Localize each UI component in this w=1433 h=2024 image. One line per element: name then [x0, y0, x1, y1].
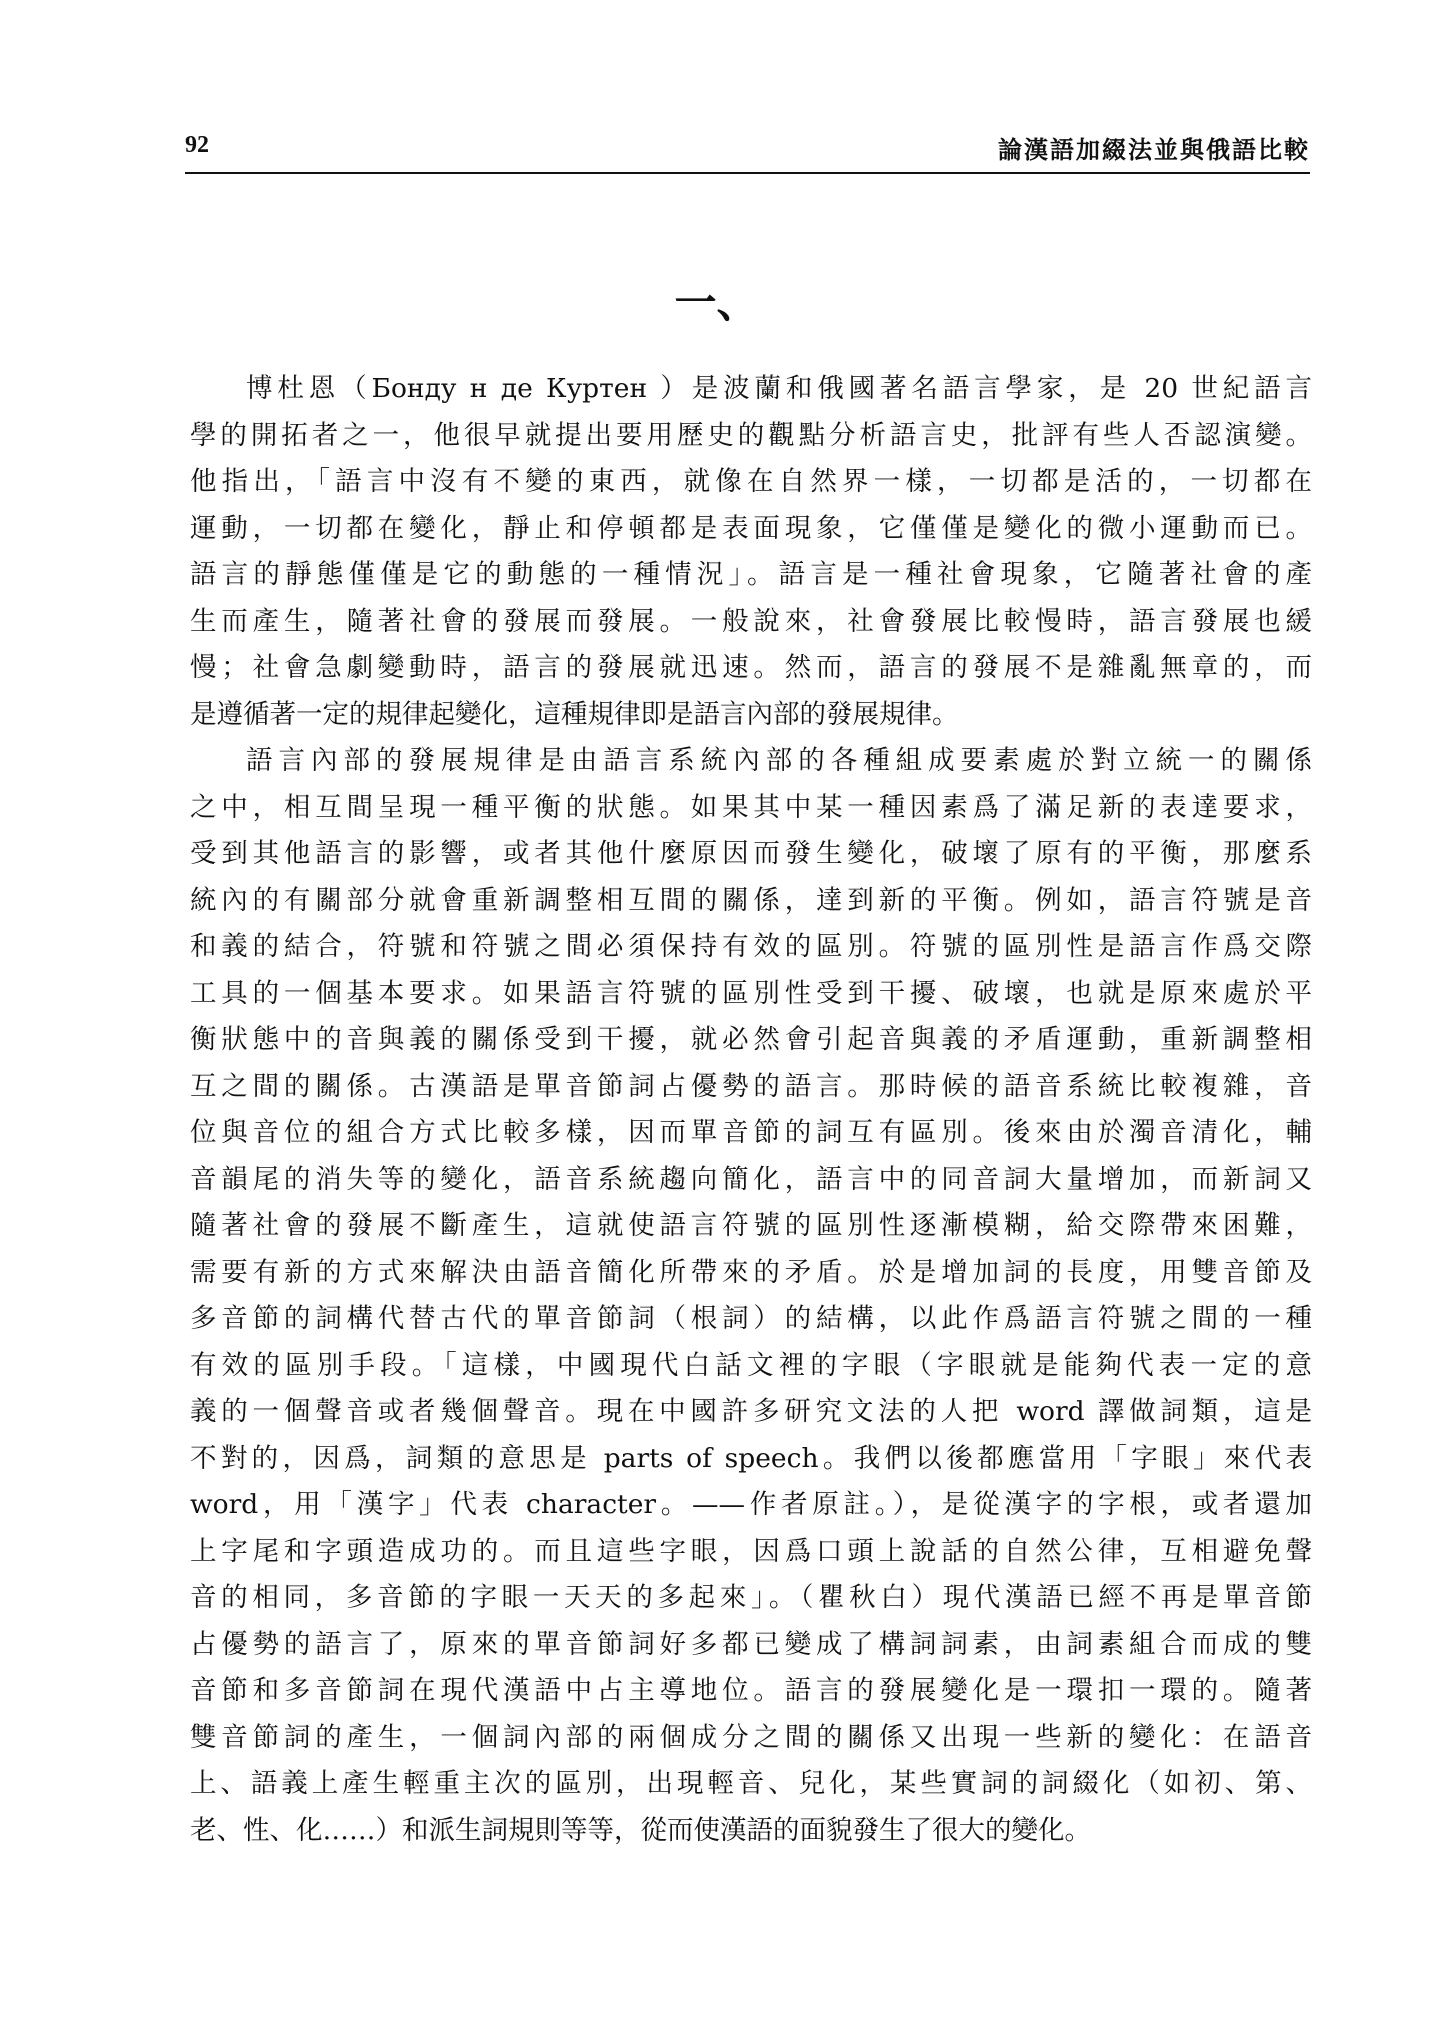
text-line: 他指出，「語言中沒有不變的東西，就像在自然界一樣，一切都是活的，一切都在	[190, 466, 1312, 497]
text-line: 語言的靜態僅僅是它的動態的一種情況」。語言是一種社會現象，它隨著社會的產	[190, 559, 1312, 590]
text-line: 隨著社會的發展不斷產生，這就使語言符號的區別性逐漸模糊，給交際帶來困難，	[190, 1210, 1312, 1241]
text-line: 音節和多音節詞在現代漢語中占主導地位。語言的發展變化是一環扣一環的。隨著	[190, 1675, 1312, 1706]
text-line: 有效的區別手段。「這樣，中國現代白話文裡的字眼（字眼就是能夠代表一定的意	[190, 1349, 1312, 1381]
section-heading: 一、	[674, 278, 759, 327]
text-line: 上、語義上產生輕重主次的區別，出現輕音、兒化，某些實詞的詞綴化（如初、第、	[190, 1768, 1312, 1799]
text-line: 雙音節詞的產生，一個詞內部的兩個成分之間的關係又出現一些新的變化：在語音	[190, 1721, 1312, 1753]
text-line: 衡狀態中的音與義的關係受到干擾，就必然會引起音與義的矛盾運動，重新調整相	[190, 1024, 1312, 1055]
text-line: 博杜恩（Бонду н де Куртен ）是波蘭和俄國著名語言學家，是 20 世紀語言	[246, 373, 1312, 404]
text-line: 語言內部的發展規律是由語言系統內部的各種組成要素處於對立統一的關係	[246, 745, 1312, 776]
text-line: 音韻尾的消失等的變化，語音系統趨向簡化，語言中的同音詞大量增加，而新詞又	[190, 1163, 1312, 1195]
text-line: 是遵循著一定的規律起變化，這種規律即是語言內部的發展規律。	[190, 698, 959, 730]
text-line: 之中，相互間呈現一種平衡的狀態。如果其中某一種因素爲了滿足新的表達要求，	[190, 791, 1312, 823]
text-line: 位與音位的組合方式比較多樣，因而單音節的詞互有區別。後來由於濁音清化，輔	[190, 1117, 1312, 1148]
body-text	[190, 366, 1312, 1854]
text-line: 多音節的詞構代替古代的單音節詞（根詞）的結構，以此作爲語言符號之間的一種	[190, 1303, 1312, 1334]
text-line: 上字尾和字頭造成功的。而且這些字眼，因爲口頭上說話的自然公律，互相避免聲	[190, 1535, 1312, 1567]
text-line: 義的一個聲音或者幾個聲音。現在中國許多研究文法的人把 word 譯做詞類，這是	[190, 1396, 1312, 1427]
text-line: 慢；社會急劇變動時，語言的發展就迅速。然而，語言的發展不是雜亂無章的，而	[190, 652, 1312, 683]
text-line: 運動，一切都在變化，靜止和停頓都是表面現象，它僅僅是變化的微小運動而已。	[190, 512, 1312, 544]
text-line: 生而產生，隨著社會的發展而發展。一般說來，社會發展比較慢時，語言發展也緩	[190, 605, 1312, 637]
text-line: 老、性、化……）和派生詞規則等等，從而使漢語的面貌發生了很大的變化。	[190, 1814, 1091, 1846]
text-line: 占優勢的語言了，原來的單音節詞好多都已變成了構詞詞素，由詞素組合而成的雙	[190, 1628, 1312, 1660]
text-line: 工具的一個基本要求。如果語言符號的區別性受到干擾、破壞，也就是原來處於平	[190, 977, 1312, 1009]
text-line: 學的開拓者之一，他很早就提出要用歷史的觀點分析語言史，批評有些人否認演變。	[190, 419, 1312, 451]
paragraph-2	[190, 738, 1312, 1854]
text-line: 音的相同，多音節的字眼一天天的多起來」。（瞿秋白）現代漢語已經不再是單音節	[190, 1582, 1312, 1613]
paragraph-1	[190, 366, 1312, 738]
text-line: 不對的，因爲，詞類的意思是 parts of speech。我們以後都應當用「字眼」來代表	[190, 1442, 1312, 1474]
text-line: word，用「漢字」代表 character。——作者原註。），是從漢字的字根，或者還加	[190, 1489, 1312, 1520]
running-header	[185, 128, 1310, 174]
page-number: 92	[185, 132, 209, 158]
text-line: 互之間的關係。古漢語是單音節詞占優勢的語言。那時候的語音系統比較複雜，音	[190, 1070, 1312, 1102]
running-title: 論漢語加綴法並與俄語比較	[998, 135, 1310, 164]
text-line: 和義的結合，符號和符號之間必須保持有效的區別。符號的區別性是語言作爲交際	[190, 931, 1312, 962]
text-line: 統內的有關部分就會重新調整相互間的關係，達到新的平衡。例如，語言符號是音	[190, 884, 1312, 916]
text-line: 受到其他語言的影響，或者其他什麼原因而發生變化，破壞了原有的平衡，那麼系	[190, 838, 1312, 869]
text-line: 需要有新的方式來解決由語音簡化所帶來的矛盾。於是增加詞的長度，用雙音節及	[190, 1256, 1312, 1288]
